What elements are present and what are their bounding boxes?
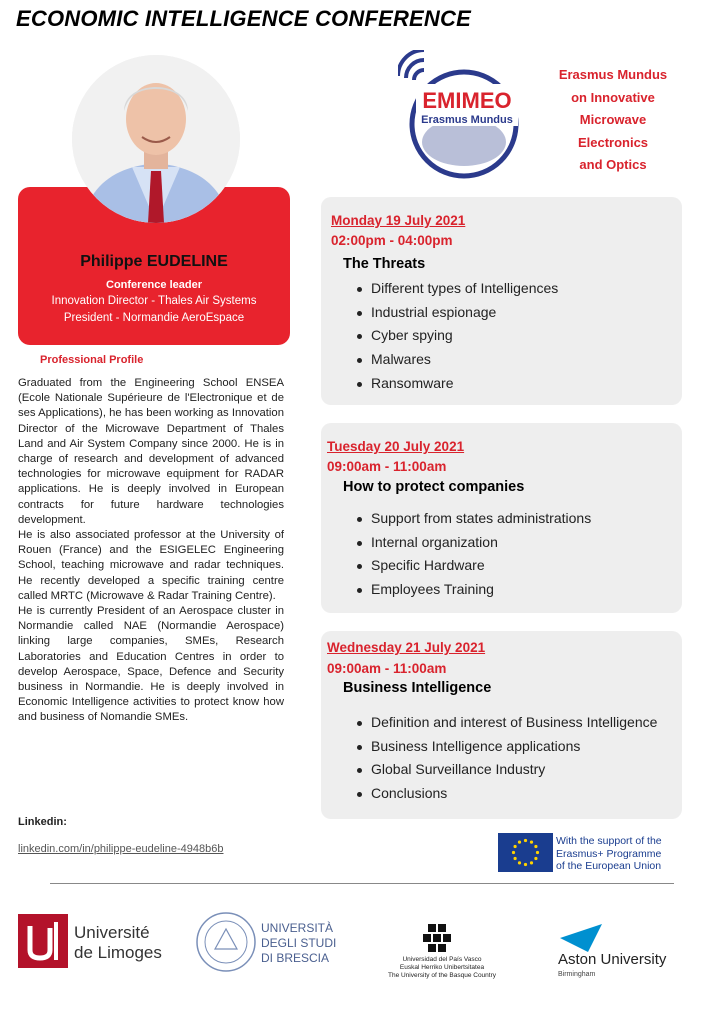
bio-paragraph: He is currently President of an Aerospace cluster in Normandie called NAE (Normandie Aerospace) linking large companies, SMEs, Research Laboratories and Education Centres in order to develop Aerospace, Space, Defence and Security business in Normandie. He is deeply involved in Economic Intelligence activities to protect know how and business of Nomandie SMEs. (18, 605, 284, 724)
bio-paragraph: He is also associated professor at the University of Rouen (France) and the ESIGELEC Engineering School, teaching microwave and radar techniques. He recently developed a specific training centre called MRTC (Microwave & Radar Training Centre). (18, 529, 284, 602)
brescia-logo (195, 911, 340, 973)
session-time: 09:00am - 11:00am (327, 661, 447, 676)
list-item: Malwares (371, 348, 558, 372)
profile-bio (18, 376, 284, 726)
session-time: 09:00am - 11:00am (327, 459, 447, 474)
list-item: Ransomware (371, 372, 558, 396)
limoges-logo (18, 914, 178, 968)
tagline-line: and Optics (579, 157, 647, 172)
bio-paragraph: Graduated from the Engineering School ENSEA (Ecole Nationale Supérieure de l'Electronique et de ses Applications), he has been working as Innovation Director of the Microwave Department of Thales Land and Air System Company since 2000. He is in charge of research and development of advanced technologies for microwave equipment for RADAR applications. He is deeply involved in European contracts for future hardware technologies development. (18, 377, 284, 526)
profile-heading: Professional Profile (40, 354, 144, 366)
session-topic: Business Intelligence (343, 680, 492, 696)
session-items (371, 277, 558, 395)
list-item: Specific Hardware (371, 554, 591, 578)
emimeo-logo (398, 50, 522, 184)
list-item: Conclusions (371, 782, 657, 806)
speaker-role: Conference leader (106, 279, 202, 291)
list-item: Business Intelligence applications (371, 735, 657, 759)
aston-line-2: Birmingham (558, 971, 596, 978)
page-title: ECONOMIC INTELLIGENCE CONFERENCE (16, 6, 471, 31)
list-item: Different types of Intelligences (371, 277, 558, 301)
session-time: 02:00pm - 04:00pm (331, 233, 453, 248)
emimeo-subtitle: Erasmus Mundus (421, 114, 513, 126)
brescia-line-2: DEGLI STUDI (261, 936, 337, 950)
emimeo-wordmark: EMIMEO (422, 88, 512, 113)
session-date: Wednesday 21 July 2021 (327, 640, 486, 655)
brescia-line-3: DI BRESCIA (261, 951, 330, 965)
list-item: Support from states administrations (371, 507, 591, 531)
tagline-line: Electronics (577, 134, 649, 150)
basque-line-1: Universidad del País Vasco (402, 956, 482, 963)
limoges-line-2: de Limoges (74, 943, 162, 962)
session-items (371, 711, 657, 806)
list-item: Global Surveillance Industry (371, 758, 657, 782)
speaker-position-1: Innovation Director - Thales Air Systems (51, 295, 257, 307)
session-card-monday (321, 197, 682, 405)
eu-flag-icon (498, 833, 553, 872)
session-topic: How to protect companies (343, 479, 525, 495)
aston-line-1: Aston University (558, 951, 667, 968)
speaker-position-2: President - Normandie AeroEspace (63, 312, 245, 324)
session-card-wednesday (321, 631, 682, 819)
emimeo-tagline (548, 64, 678, 177)
tagline-line: Erasmus Mundus (558, 67, 668, 82)
eu-line: Erasmus+ Programme (556, 847, 662, 860)
session-items (371, 507, 591, 602)
tagline-line: Microwave (579, 112, 647, 127)
basque-line-3: The University of the Basque Country (387, 972, 497, 979)
speaker-photo (72, 55, 240, 223)
brescia-line-1: UNIVERSITÀ (261, 921, 334, 935)
eu-support-text (556, 835, 716, 873)
divider (50, 883, 674, 884)
tagline-line: on Innovative (571, 89, 655, 105)
aston-logo (558, 920, 683, 980)
basque-logo (376, 920, 508, 980)
basque-line-2: Euskal Herriko Unibertsitatea (399, 964, 485, 971)
eu-line: of the European Union (556, 860, 662, 872)
speaker-name: Philippe EUDELINE (80, 253, 228, 270)
limoges-line-1: Université (74, 923, 150, 942)
list-item: Employees Training (371, 578, 591, 602)
list-item: Definition and interest of Business Intelligence (371, 711, 657, 735)
linkedin-link[interactable]: linkedin.com/in/philippe-eudeline-4948b6b (18, 843, 224, 855)
list-item: Industrial espionage (371, 301, 558, 325)
eu-line: With the support of the (556, 835, 662, 847)
list-item: Internal organization (371, 531, 591, 555)
linkedin-label: Linkedin: (18, 816, 67, 828)
session-card-tuesday (321, 423, 682, 613)
session-topic: The Threats (343, 256, 426, 272)
list-item: Cyber spying (371, 324, 558, 348)
session-date: Tuesday 20 July 2021 (327, 439, 465, 454)
session-date: Monday 19 July 2021 (331, 213, 466, 228)
